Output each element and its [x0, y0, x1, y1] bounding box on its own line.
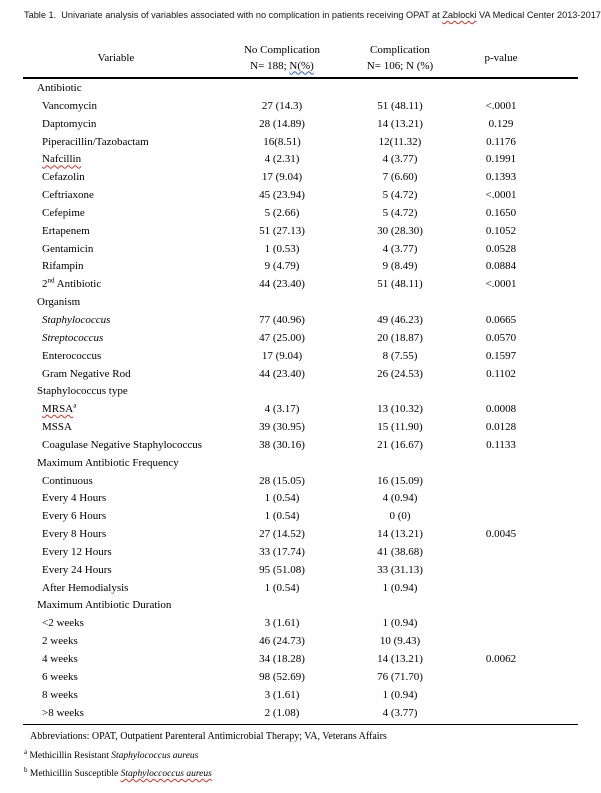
variable-label: Every 8 Hours: [42, 528, 107, 541]
cell-variable: [23, 383, 209, 401]
cell-p-value: 0.0008: [485, 403, 517, 416]
cell-p-value: 0.1133: [486, 438, 516, 451]
table-row: [23, 366, 578, 384]
cell-variable: [23, 151, 209, 169]
cell-no-complication: 44 (23.40): [259, 367, 305, 380]
cell-complication: 1 (0.94): [382, 581, 418, 594]
row-filler: [557, 687, 578, 705]
variable-label: 2 weeks: [42, 635, 78, 648]
cell-p-value: 0.0570: [485, 331, 517, 344]
cell-p-value: [445, 562, 557, 580]
cell-no-complication: 33 (17.74): [259, 545, 305, 558]
row-filler: [557, 294, 578, 312]
cell-no-complication: 17 (9.04): [261, 171, 303, 184]
data-table: [23, 38, 578, 725]
cell-no-complication: 39 (30.95): [259, 421, 305, 434]
cell-p-value: <.0001: [485, 99, 517, 112]
table-row: [23, 526, 578, 544]
cell-variable: [23, 80, 209, 98]
row-filler: [557, 366, 578, 384]
cell-p-value: [445, 455, 557, 473]
cell-variable: [23, 473, 209, 491]
variable-label: 4 weeks: [42, 653, 78, 665]
abbreviations-note: Abbreviations: OPAT, Outpatient Parenteral Antimicrobial Therapy; VA, Veterans Affairs: [30, 731, 387, 742]
row-filler: [557, 223, 578, 241]
row-filler: [557, 276, 578, 294]
table-header-row: [23, 38, 578, 79]
variable-label: Continuous: [42, 474, 93, 487]
cell-complication: 0 (0): [389, 510, 411, 523]
cell-p-value: 0.0528: [485, 242, 517, 255]
row-filler: [557, 151, 578, 169]
table-row: [23, 258, 578, 276]
cell-variable: [23, 134, 209, 152]
cell-no-complication: 45 (23.94): [259, 189, 305, 202]
cell-no-complication: 17 (9.04): [261, 349, 303, 362]
cell-complication: 5 (4.72): [382, 206, 418, 219]
table-row: [23, 580, 578, 598]
row-filler: [557, 348, 578, 366]
variable-label: Staphylococcus type: [37, 385, 128, 398]
cell-p-value: [445, 615, 557, 633]
row-filler: [557, 116, 578, 134]
footnote-b: [24, 765, 387, 779]
cell-variable: [23, 169, 209, 187]
cell-p-value: [445, 597, 557, 615]
cell-p-value: [445, 490, 557, 508]
variable-label: Antibiotic: [54, 278, 102, 291]
row-filler: [557, 80, 578, 98]
cell-complication: 51 (48.11): [377, 278, 423, 291]
row-filler: [557, 169, 578, 187]
cell-complication: [355, 294, 445, 312]
cell-no-complication: [209, 597, 355, 615]
column-header-complication: [355, 42, 445, 74]
cell-complication: 4 (0.94): [382, 492, 418, 505]
cell-variable: [23, 258, 209, 276]
cell-no-complication: 38 (30.16): [259, 438, 305, 451]
table-caption: [24, 10, 601, 20]
cell-complication: 21 (16.67): [377, 438, 423, 451]
cell-p-value: 0.1102: [486, 367, 516, 380]
row-filler: [557, 490, 578, 508]
table-row: [23, 187, 578, 205]
row-filler: [557, 241, 578, 259]
cell-variable: [23, 526, 209, 544]
table-row: [23, 544, 578, 562]
row-filler: [557, 597, 578, 615]
cell-p-value: 0.0128: [485, 421, 517, 434]
cell-variable: [23, 223, 209, 241]
cell-no-complication: 46 (24.73): [259, 635, 305, 648]
variable-label: Every 4 Hours: [42, 492, 107, 505]
variable-label: Organism: [37, 296, 81, 309]
row-filler: [557, 330, 578, 348]
footnotes: [24, 731, 387, 779]
cell-complication: 26 (24.53): [377, 367, 423, 380]
row-filler: [557, 419, 578, 437]
cell-complication: 1 (0.94): [382, 617, 418, 630]
row-filler: [557, 651, 578, 669]
cell-p-value: 0.1991: [485, 153, 517, 166]
cell-variable: [23, 562, 209, 580]
cell-complication: 41 (38.68): [377, 545, 423, 558]
row-filler: [557, 633, 578, 651]
cell-p-value: 0.0045: [485, 528, 517, 541]
cell-no-complication: [209, 383, 355, 401]
variable-label: Every 12 Hours: [42, 545, 112, 558]
cell-p-value: [445, 633, 557, 651]
cell-variable: [23, 294, 209, 312]
cell-complication: [355, 80, 445, 98]
row-filler: [557, 473, 578, 491]
cell-variable: [23, 615, 209, 633]
table-row: [23, 633, 578, 651]
no-complication-n: N= 188;: [250, 59, 290, 72]
table-row: [23, 116, 578, 134]
cell-variable: [23, 705, 209, 723]
misspelled-word: Zablocki: [442, 10, 477, 20]
cell-p-value: <.0001: [485, 278, 517, 291]
table-row: [23, 348, 578, 366]
cell-complication: 4 (3.77): [382, 153, 418, 166]
variable-label: Streptococcus: [42, 331, 104, 344]
cell-no-complication: 2 (1.08): [264, 706, 300, 719]
cell-variable: [23, 419, 209, 437]
variable-label: >8 weeks: [42, 706, 84, 719]
cell-no-complication: 51 (27.13): [259, 224, 305, 237]
cell-variable: [23, 366, 209, 384]
cell-complication: [355, 455, 445, 473]
variable-label: Maximum Antibiotic Duration: [37, 599, 172, 612]
row-filler: [557, 437, 578, 455]
cell-no-complication: 1 (0.54): [264, 492, 300, 505]
variable-label: Daptomycin: [42, 117, 97, 130]
cell-p-value: 0.1176: [486, 135, 516, 148]
cell-variable: [23, 544, 209, 562]
cell-no-complication: 16(8.51): [263, 135, 301, 148]
row-filler: [557, 508, 578, 526]
variable-label: Staphylococcus: [42, 313, 111, 326]
cell-complication: 76 (71.70): [377, 670, 423, 683]
table-row: [23, 134, 578, 152]
cell-no-complication: 34 (18.28): [259, 653, 305, 665]
cell-p-value: [445, 580, 557, 598]
variable-label: Coagulase Negative Staphylococcus: [42, 438, 203, 451]
cell-p-value: 0.1393: [485, 171, 517, 184]
cell-variable: [23, 116, 209, 134]
cell-no-complication: 95 (51.08): [259, 563, 305, 576]
row-filler: [557, 580, 578, 598]
variable-label: 2: [42, 278, 48, 291]
cell-variable: [23, 508, 209, 526]
cell-variable: [23, 597, 209, 615]
table-row: [23, 419, 578, 437]
cell-complication: 4 (3.77): [382, 706, 418, 719]
cell-variable: [23, 98, 209, 116]
table-row: [23, 473, 578, 491]
table-section-row: [23, 80, 578, 98]
table-row: [23, 508, 578, 526]
cell-variable: [23, 633, 209, 651]
variable-label: Cefepime: [42, 206, 85, 219]
variable-label: Ertapenem: [42, 224, 90, 237]
caption-text-pre: Table 1. Univariate analysis of variables associated with no complication in patients receiving OPAT at: [24, 10, 443, 20]
cell-variable: [23, 687, 209, 705]
column-header-variable: Variable: [97, 51, 135, 64]
row-filler: [557, 401, 578, 419]
cell-complication: 33 (31.13): [377, 563, 423, 576]
cell-variable: [23, 276, 209, 294]
table-row: [23, 312, 578, 330]
table-row: [23, 669, 578, 687]
cell-complication: 20 (18.87): [377, 331, 423, 344]
variable-label: MSSA: [42, 421, 72, 434]
cell-p-value: [445, 473, 557, 491]
grammar-marked-text: N(%): [289, 59, 314, 72]
cell-no-complication: 1 (0.54): [264, 510, 300, 523]
cell-p-value: 0.1650: [485, 206, 517, 219]
table-row: [23, 151, 578, 169]
cell-complication: 10 (9.43): [379, 635, 421, 648]
cell-no-complication: 47 (25.00): [259, 331, 305, 344]
table-row: [23, 401, 578, 419]
cell-p-value: 0.0062: [485, 653, 517, 665]
cell-variable: [23, 401, 209, 419]
cell-no-complication: 98 (52.69): [259, 670, 305, 683]
cell-variable: [23, 330, 209, 348]
cell-variable: [23, 580, 209, 598]
column-header-no-complication: [209, 42, 355, 74]
row-filler: [557, 669, 578, 687]
cell-no-complication: 27 (14.3): [261, 99, 303, 112]
complication-line2: N= 106; N (%): [366, 59, 434, 72]
cell-p-value: 0.0884: [485, 260, 517, 273]
cell-variable: [23, 437, 209, 455]
cell-no-complication: 3 (1.61): [264, 617, 300, 630]
table-section-row: [23, 597, 578, 615]
cell-complication: 1 (0.94): [382, 688, 418, 701]
complication-line1: Complication: [370, 43, 430, 56]
row-filler: [557, 98, 578, 116]
table-row: [23, 651, 578, 669]
cell-p-value: <.0001: [485, 189, 517, 202]
table-section-row: [23, 455, 578, 473]
variable-label: Antibiotic: [37, 82, 82, 94]
variable-label: Rifampin: [42, 260, 84, 273]
row-filler: [557, 455, 578, 473]
cell-complication: [355, 597, 445, 615]
row-filler: [557, 134, 578, 152]
cell-variable: [23, 241, 209, 259]
superscript: nd: [47, 276, 55, 285]
variable-label: Nafcillin: [42, 153, 82, 166]
cell-no-complication: 28 (15.05): [259, 474, 305, 487]
cell-variable: [23, 490, 209, 508]
cell-complication: 8 (7.55): [382, 349, 418, 362]
row-filler: [557, 312, 578, 330]
cell-p-value: [445, 294, 557, 312]
cell-complication: 15 (11.90): [377, 421, 423, 434]
table-row: [23, 98, 578, 116]
row-filler: [557, 187, 578, 205]
table-row: [23, 615, 578, 633]
caption-text-post: VA Medical Center 2013-2017: [476, 10, 601, 20]
cell-variable: [23, 651, 209, 669]
table-row: [23, 330, 578, 348]
table-section-row: [23, 383, 578, 401]
cell-no-complication: 27 (14.52): [259, 528, 305, 541]
cell-complication: 9 (8.49): [382, 260, 418, 273]
table-section-row: [23, 294, 578, 312]
cell-no-complication: 1 (0.54): [264, 581, 300, 594]
cell-complication: 49 (46.23): [377, 313, 423, 326]
cell-complication: 7 (6.60): [382, 171, 418, 184]
variable-label: Gentamicin: [42, 242, 94, 255]
cell-p-value: [445, 544, 557, 562]
cell-complication: 14 (13.21): [377, 117, 423, 130]
table-row: [23, 437, 578, 455]
table-row: [23, 205, 578, 223]
variable-label: 8 weeks: [42, 688, 78, 701]
footnote-a-marker: a: [24, 747, 28, 756]
no-complication-line1: No Complication: [243, 43, 321, 56]
footnote-b-marker: b: [24, 765, 28, 774]
cell-p-value: [445, 669, 557, 687]
variable-label: Piperacillin/Tazobactam: [42, 135, 149, 148]
footnote-b-species: Staphyloccoccus aureus: [120, 769, 212, 779]
cell-p-value: [445, 508, 557, 526]
row-filler: [557, 562, 578, 580]
footnote-a: [24, 747, 387, 761]
table-row: [23, 276, 578, 294]
variable-label: Every 24 Hours: [42, 563, 112, 576]
variable-label: After Hemodialysis: [42, 581, 129, 594]
cell-complication: 12(11.32): [378, 135, 422, 148]
variable-label: Enterococcus: [42, 349, 102, 362]
cell-no-complication: 3 (1.61): [264, 688, 300, 701]
row-filler: [557, 526, 578, 544]
footnote-a-species: Staphylococcus aureus: [111, 750, 199, 761]
cell-variable: [23, 312, 209, 330]
cell-p-value: 0.0665: [485, 313, 517, 326]
cell-p-value: 0.1597: [485, 349, 517, 362]
table-row: [23, 223, 578, 241]
cell-variable: [23, 187, 209, 205]
variable-label: Maximum Antibiotic Frequency: [37, 456, 179, 469]
cell-no-complication: 77 (40.96): [259, 313, 305, 326]
cell-variable: [23, 348, 209, 366]
variable-label: <2 weeks: [42, 617, 84, 630]
cell-no-complication: 5 (2.66): [264, 206, 300, 219]
variable-label: MRSA: [42, 403, 74, 416]
cell-complication: 16 (15.09): [377, 474, 423, 487]
cell-no-complication: [209, 455, 355, 473]
cell-complication: [355, 383, 445, 401]
cell-no-complication: [209, 294, 355, 312]
cell-p-value: 0.1052: [485, 224, 517, 237]
cell-p-value: [445, 80, 557, 98]
cell-complication: 51 (48.11): [377, 99, 423, 112]
variable-label: Ceftriaxone: [42, 189, 94, 202]
table-body: [23, 79, 578, 725]
superscript: a: [73, 401, 77, 410]
cell-complication: 5 (4.72): [382, 189, 418, 202]
column-header-p-value: p-value: [484, 51, 518, 64]
cell-no-complication: 4 (2.31): [264, 153, 300, 166]
variable-label: Cefazolin: [42, 171, 85, 184]
variable-label: 6 weeks: [42, 670, 78, 683]
row-filler: [557, 258, 578, 276]
cell-p-value: [445, 383, 557, 401]
cell-p-value: [445, 687, 557, 705]
footnote-b-text: Methicillin Susceptible: [29, 769, 121, 779]
table-row: [23, 241, 578, 259]
table-row: [23, 562, 578, 580]
footnote-a-text: Methicillin Resistant: [29, 750, 112, 761]
cell-variable: [23, 205, 209, 223]
cell-no-complication: 1 (0.53): [264, 242, 300, 255]
table-row: [23, 687, 578, 705]
row-filler: [557, 544, 578, 562]
row-filler: [557, 705, 578, 723]
cell-no-complication: 4 (3.17): [264, 403, 300, 416]
cell-complication: 13 (10.32): [377, 403, 423, 416]
cell-variable: [23, 669, 209, 687]
table-row: [23, 705, 578, 723]
variable-label: Every 6 Hours: [42, 510, 107, 523]
cell-variable: [23, 455, 209, 473]
cell-p-value: [445, 705, 557, 723]
row-filler: [557, 205, 578, 223]
variable-label: Vancomycin: [42, 99, 97, 112]
cell-no-complication: [209, 80, 355, 98]
cell-no-complication: 9 (4.79): [264, 260, 300, 273]
variable-label: Gram Negative Rod: [42, 367, 131, 380]
no-complication-line2: [209, 58, 355, 74]
cell-complication: 30 (28.30): [377, 224, 423, 237]
cell-complication: 14 (13.21): [377, 653, 423, 665]
table-row: [23, 490, 578, 508]
cell-p-value: 0.129: [488, 117, 514, 130]
row-filler: [557, 383, 578, 401]
cell-no-complication: 28 (14.89): [259, 117, 305, 130]
cell-complication: 4 (3.77): [382, 242, 418, 255]
cell-complication: 14 (13.21): [377, 528, 423, 541]
table-row: [23, 169, 578, 187]
row-filler: [557, 615, 578, 633]
cell-no-complication: 44 (23.40): [259, 278, 305, 291]
